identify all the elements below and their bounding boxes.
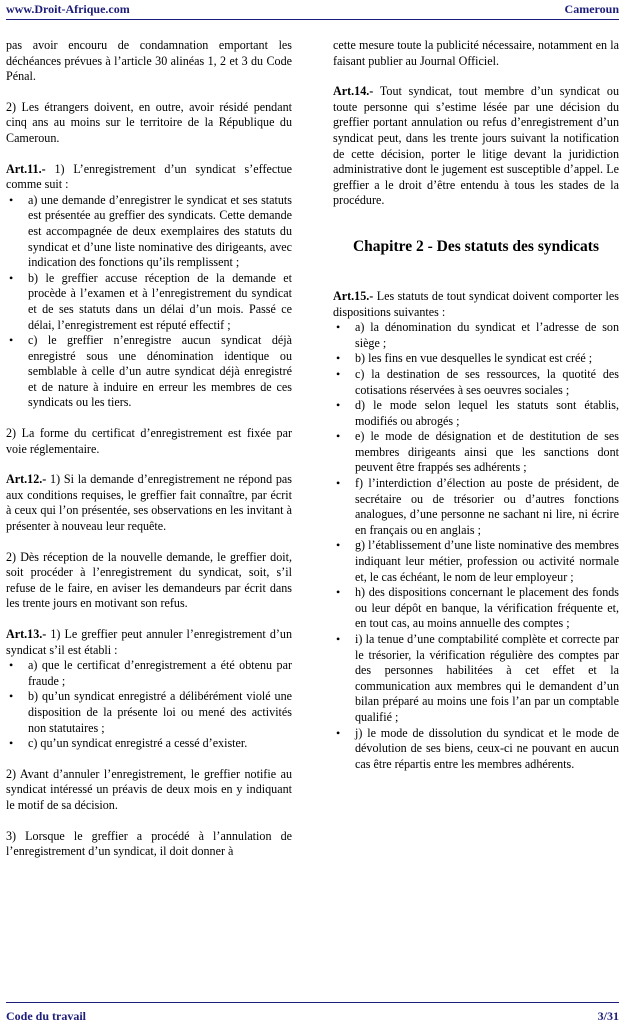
page-number: 3/31 xyxy=(597,1009,619,1023)
article-11 xyxy=(6,162,292,193)
paragraph: cette mesure toute la publicité nécessaire, notamment en la faisant publier au Journal Officiel. xyxy=(333,38,619,68)
page-header xyxy=(6,0,619,20)
country-name: Cameroun xyxy=(564,2,619,16)
site-name[interactable]: www.Droit-Afrique.com xyxy=(6,2,130,16)
page-footer xyxy=(6,1002,619,1024)
list-item: • c) qu’un syndicat enregistré a cessé d’exister. xyxy=(6,736,292,752)
paragraph: 2) Avant d’annuler l’enregistrement, le greffier notifie au syndicat intéressé un préavis de deux mois en y indiquant le motif de sa décision. xyxy=(6,766,292,812)
article-label: Art.12.- xyxy=(6,472,47,487)
list-item: • f) l’interdiction d’élection au poste de président, de secrétaire ou de trésorier ou d’autres fonctions analogues, d’une personne ne sachant ni lire, ni écrire en français ou en anglais ; xyxy=(333,476,619,538)
paragraph: 2) Les étrangers doivent, en outre, avoir résidé pendant cinq ans au moins sur le territoire de la République du Cameroun. xyxy=(6,99,292,145)
list-item: • i) la tenue d’une comptabilité complète et correcte par le trésorier, la vérification régulière des comptes par des personnes habilitées à cet effet et la communication aux membres qui le demandent d’un bilan préparé au moins une fois l’an par un comptable qualifié ; xyxy=(333,632,619,726)
article-13 xyxy=(6,627,292,658)
article-text: Tout syndicat, tout membre d’un syndicat ou toute personne qui s’estime lésée par une décision du greffier portant annulation ou refus d’enregistrement d’un syndicat peut, dans les trente jours suivant la notification de cette décision, porter le litige devant la juridiction administrative dont le jugement est susceptible d’appel. Le greffier a le droit d’être entendu à tous les stades de la procédure. xyxy=(333,84,619,208)
article-12 xyxy=(6,472,292,534)
list-item: • d) le mode selon lequel les statuts sont établis, modifiés ou abrogés ; xyxy=(333,398,619,429)
left-column xyxy=(6,38,292,875)
list-item: • g) l’établissement d’une liste nominative des membres indiquant leur métier, profession ou activité normale et, le cas échéant, le nom de leur employeur ; xyxy=(333,538,619,585)
article-label: Art.13.- xyxy=(6,627,47,641)
paragraph: 2) Dès réception de la nouvelle demande, le greffier doit, soit procéder à l’enregistrement du syndicat, soit, s’il refuse de le faire, en aviser les demandeurs par écrit dans les trente jours en motivant son refus. xyxy=(6,549,292,611)
list-item: • a) une demande d’enregistrer le syndicat et ses statuts est présentée au greffier des syndicats. Cette demande est accompagnée de deux exemplaires des statuts du syndicat et d’une liste nominative des dirigeants, avec indication des fonctions qu’ils remplissent ; xyxy=(6,193,292,271)
article-label: Art.11.- xyxy=(6,161,46,176)
article-14 xyxy=(333,84,619,209)
list-item: • c) la destination de ses ressources, la quotité des cotisations réservées à ses oeuvres sociales ; xyxy=(333,367,619,398)
article-intro: 1) Si la demande d’enregistrement ne répond pas aux conditions requises, le greffier fait connaître, par écrit à ceux qui l’on présentée, ses observations en les invitant à présenter à nouveau leur requête. xyxy=(6,472,292,534)
list-item: • b) qu’un syndicat enregistré a délibérément violé une disposition de la présente loi ou mené des activités non statutaires ; xyxy=(6,689,292,736)
chapter-heading: Chapitre 2 - Des statuts des syndicats xyxy=(352,237,599,255)
list-item: • j) le mode de dissolution du syndicat et le mode de dévolution de ses biens, ceux-ci ne pouvant en aucun cas être répartis entre les membres adhérents. xyxy=(333,726,619,773)
article-intro: 1) L’enregistrement d’un syndicat s’effectue comme suit : xyxy=(6,161,292,192)
list-item: • c) le greffier n’enregistre aucun syndicat déjà enregistré sous une dénomination identique ou semblable à celle d’un autre syndicat déjà enregistré et de nature à induire en erreur les membres de ces syndicats ou les tiers. xyxy=(6,333,292,411)
article-15 xyxy=(333,289,619,320)
list-item: • h) des dispositions concernant le placement des fonds ou leur dépôt en banque, la vérification fréquente et, en tout cas, au moins annuelle des comptes ; xyxy=(333,585,619,632)
list-item: • b) le greffier accuse réception de la demande et procède à l’examen et à l’enregistrement du syndicat et de ses statuts dans un délai d’un mois. Passé ce délai, l’enregistrement est réputé effectif ; xyxy=(6,271,292,333)
article-15-list xyxy=(333,320,619,772)
article-13-list xyxy=(6,658,292,752)
list-item: • a) que le certificat d’enregistrement a été obtenu par fraude ; xyxy=(6,658,292,689)
paragraph: 2) La forme du certificat d’enregistrement est fixée par voie réglementaire. xyxy=(6,426,292,456)
list-item: • b) les fins en vue desquelles le syndicat est créé ; xyxy=(333,351,619,367)
article-label: Art.15.- xyxy=(333,288,374,303)
right-column xyxy=(333,38,619,787)
paragraph: 3) Lorsque le greffier a procédé à l’annulation de l’enregistrement d’un syndicat, il doit donner à xyxy=(6,828,292,859)
article-intro: Les statuts de tout syndicat doivent comporter les dispositions suivantes : xyxy=(333,288,619,319)
document-title: Code du travail xyxy=(6,1009,87,1023)
list-item: • e) le mode de désignation et de destitution de ses membres dirigeants ainsi que les sanctions dont peuvent être frappés ses adhérents ; xyxy=(333,429,619,476)
article-label: Art.14.- xyxy=(333,84,374,99)
list-item: • a) la dénomination du syndicat et l’adresse de son siège ; xyxy=(333,320,619,351)
paragraph: pas avoir encouru de condamnation emportant les déchéances prévues à l’article 30 alinéas 1, 2 et 3 du Code Pénal. xyxy=(6,38,292,84)
article-11-list xyxy=(6,193,292,411)
article-intro: 1) Le greffier peut annuler l’enregistrement d’un syndicat s’il est établi : xyxy=(6,627,292,657)
